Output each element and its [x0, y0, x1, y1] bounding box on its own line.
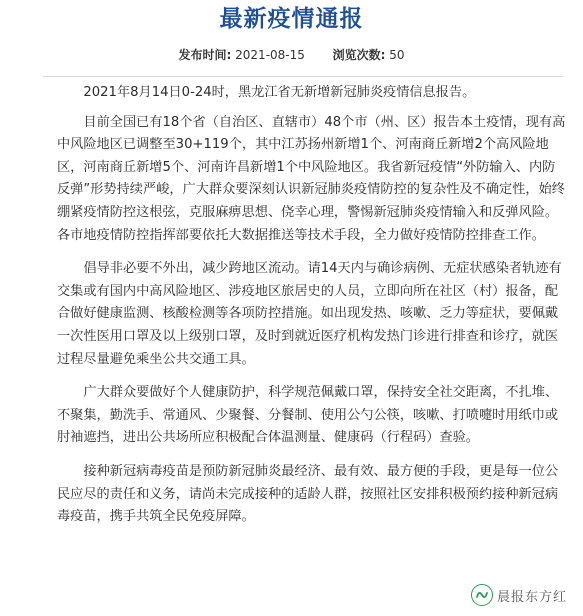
article-body: [57, 82, 567, 529]
paragraph-national-situation: 目前全国已有18个省（自治区、直辖市）48个市（州、区）报告本土疫情，现有高中风险地区已调整至30+119个，其中江苏扬州新增1个、河南商丘新增2个高风险地区，河南商丘新增5个、河南许昌新增1个中风险地区。我省新冠疫情“外防输入、内防反弹”形势持续严峻，广大群众要深刻认识新冠肺炎疫情防控的复杂性及不确定性，始终绷紧疫情防控这根弦，克服麻痹思想、侥幸心理，警惕新冠肺炎疫情输入和反弹风险。各市地疫情防控指挥部要依托大数据推送等技术手段，全力做好疫情防控排查工作。: [57, 114, 566, 243]
article-meta: [0, 46, 583, 64]
wechat-channel-icon: [471, 584, 493, 606]
publish-date: 2021-08-15: [235, 48, 305, 62]
paragraph-vaccination: 接种新冠病毒疫苗是预防新冠肺炎最经济、最有效、最方便的手段，更是每一位公民应尽的责任和义务，请尚未完成接种的适龄人群，按照社区安排积极预约接种新冠病毒疫苗，携手共筑全民免疫屏障。: [57, 463, 559, 525]
source-watermark: [467, 582, 571, 608]
publish-time-label: 发布时间:: [178, 48, 232, 62]
paragraph-personal-protection: 广大群众要做好个人健康防护，科学规范佩戴口罩，保持安全社交距离，不扎堆、不聚集，勤洗手、常通风、少聚餐、分餐制、使用公勺公筷，咳嗽、打喷嚏时用纸巾或肘袖遮挡，进出公共场所应积极配合体温测量、健康码（行程码）查验。: [57, 385, 559, 446]
channel-glyph-icon: [475, 588, 489, 602]
page-title: 最新疫情通报: [219, 6, 364, 32]
views-label: 浏览次数:: [332, 48, 386, 62]
title-divider: [43, 76, 563, 77]
watermark-text: 晨报东方红: [496, 589, 567, 605]
paragraph-travel-advice: 倡导非必要不外出，减少跨地区流动。请14天内与确诊病例、无症状感染者轨迹有交集或有国内中高风险地区、涉疫地区旅居史的人员，立即向所在社区（村）报备，配合做好健康监测、核酸检测等各项防控措施。如出现发热、咳嗽、乏力等症状，要佩戴一次性医用口罩及以上级别口罩，及时到就近医疗机构发热门诊进行排查和诊疗，就医过程尽量避免乘坐公共交通工具。: [57, 261, 562, 367]
paragraph-summary: 2021年8月14日0-24时，黑龙江省无新增新冠肺炎疫情信息报告。: [83, 85, 476, 100]
views-count: 50: [389, 48, 405, 62]
